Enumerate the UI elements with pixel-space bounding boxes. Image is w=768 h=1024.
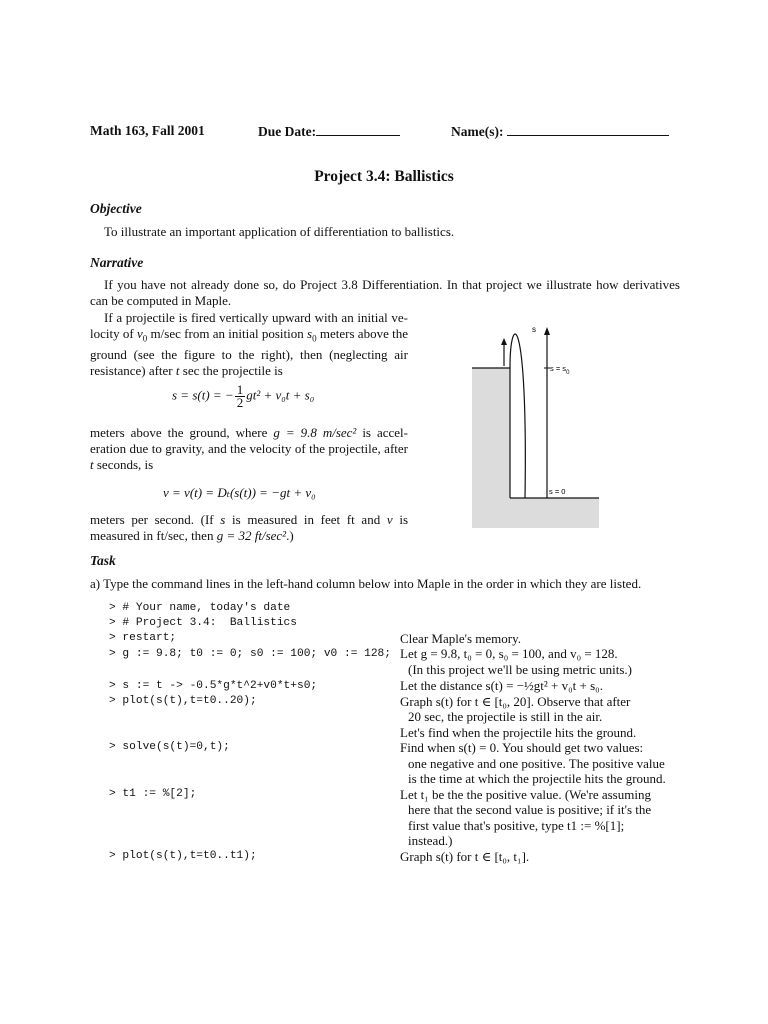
note-line: 20 sec, the projectile is still in the air.: [408, 709, 603, 724]
objective-heading: Objective: [90, 201, 142, 216]
note-line: instead.): [408, 833, 453, 848]
note-line: first value that's positive, type t1 := %[1];: [408, 818, 625, 833]
note-line: Graph s(t) for t ∈ [t₀, t₁].: [400, 849, 530, 864]
command-line: > # Your name, today's date: [109, 602, 291, 614]
label-s-equals-s0: $s = s_0$: [550, 364, 570, 376]
command-line: > g := 9.8; t0 := 0; s0 := 100; v0 := 128;: [109, 648, 391, 660]
note-line: Graph s(t) for t ∈ [t₀, 20]. Observe that after: [400, 694, 631, 709]
course-label: Math 163, Fall 2001: [90, 123, 205, 138]
command-line: > restart;: [109, 632, 177, 644]
label-s-equals-0: s = 0: [549, 487, 566, 496]
note-line: Clear Maple's memory.: [400, 631, 521, 646]
projectile-figure: [470, 318, 605, 533]
command-line: > t1 := %[2];: [109, 788, 197, 800]
command-line: > solve(s(t)=0,t);: [109, 741, 230, 753]
narrative-paragraph-4: meters per second. (If s is measured in feet ft and v is measured in ft/sec, then g = 32 ft/sec².): [90, 512, 409, 543]
command-line: > plot(s(t),t=t0..t1);: [109, 850, 257, 862]
command-line: > plot(s(t),t=t0..20);: [109, 695, 257, 707]
due-date-line: [316, 123, 400, 136]
s-axis-arrowhead: [544, 327, 550, 335]
names-line: [507, 123, 669, 136]
ground-shading: [472, 368, 599, 528]
velocity-equation: v = v(t) = Dₜ(s(t)) = −gt + v₀: [163, 485, 316, 500]
page-title: Project 3.4: Ballistics: [314, 168, 454, 185]
narrative-paragraph-2: If a projectile is fired vertically upward with an initial ve-locity of $v_0$ m/sec from an initial position $s_0$ meters above the ground (see the figure to the right), then (neglecting air resistance) after t sec the projectile is: [90, 310, 408, 378]
command-line: > s := t -> -0.5*g*t^2+v0*t+s0;: [109, 680, 318, 692]
narrative-paragraph-1: If you have not already done so, do Project 3.8 Differentiation. In that project we illustrate how derivatives can be computed in Maple.: [90, 277, 680, 308]
names-label: Name(s):: [451, 124, 504, 139]
task-heading: Task: [90, 553, 116, 568]
due-date-label: Due Date:: [258, 124, 317, 139]
objective-text: To illustrate an important application of differentiation to ballistics.: [104, 224, 455, 239]
position-equation: s = s(t) = − $\frac{1}{2}$ gt² + v₀t + s₀: [172, 382, 315, 410]
note-line: Find when s(t) = 0. You should get two values:: [400, 740, 644, 755]
narrative-heading: Narrative: [90, 255, 144, 270]
note-line: (In this project we'll be using metric units.): [408, 662, 633, 677]
note-line: Let g = 9.8, t₀ = 0, s₀ = 100, and v₀ = 128.: [400, 646, 618, 661]
note-line: here that the second value is positive; if it's the: [408, 802, 652, 817]
task-intro: a) Type the command lines in the left-hand column below into Maple in the order in which they are listed.: [90, 576, 642, 591]
note-line: Let's find when the projectile hits the ground.: [400, 725, 637, 740]
note-line: Let t₁ be the the positive value. (We're assuming: [400, 787, 651, 802]
note-line: Let the distance s(t) = −½gt² + v₀t + s₀.: [400, 678, 603, 693]
names-field[interactable]: [451, 123, 669, 140]
projectile-path: [510, 334, 525, 498]
narrative-paragraph-3: meters above the ground, where g = 9.8 m/sec² is accel-eration due to gravity, and the velocity of the projectile, after t seconds, is: [90, 425, 408, 472]
launch-arrowhead: [501, 338, 507, 345]
axis-label-s: s: [532, 325, 536, 334]
command-line: > # Project 3.4: Ballistics: [109, 617, 297, 629]
due-date-field[interactable]: [258, 123, 400, 140]
note-line: is the time at which the projectile hits the ground.: [408, 771, 666, 786]
note-line: one negative and one positive. The positive value: [408, 756, 665, 771]
